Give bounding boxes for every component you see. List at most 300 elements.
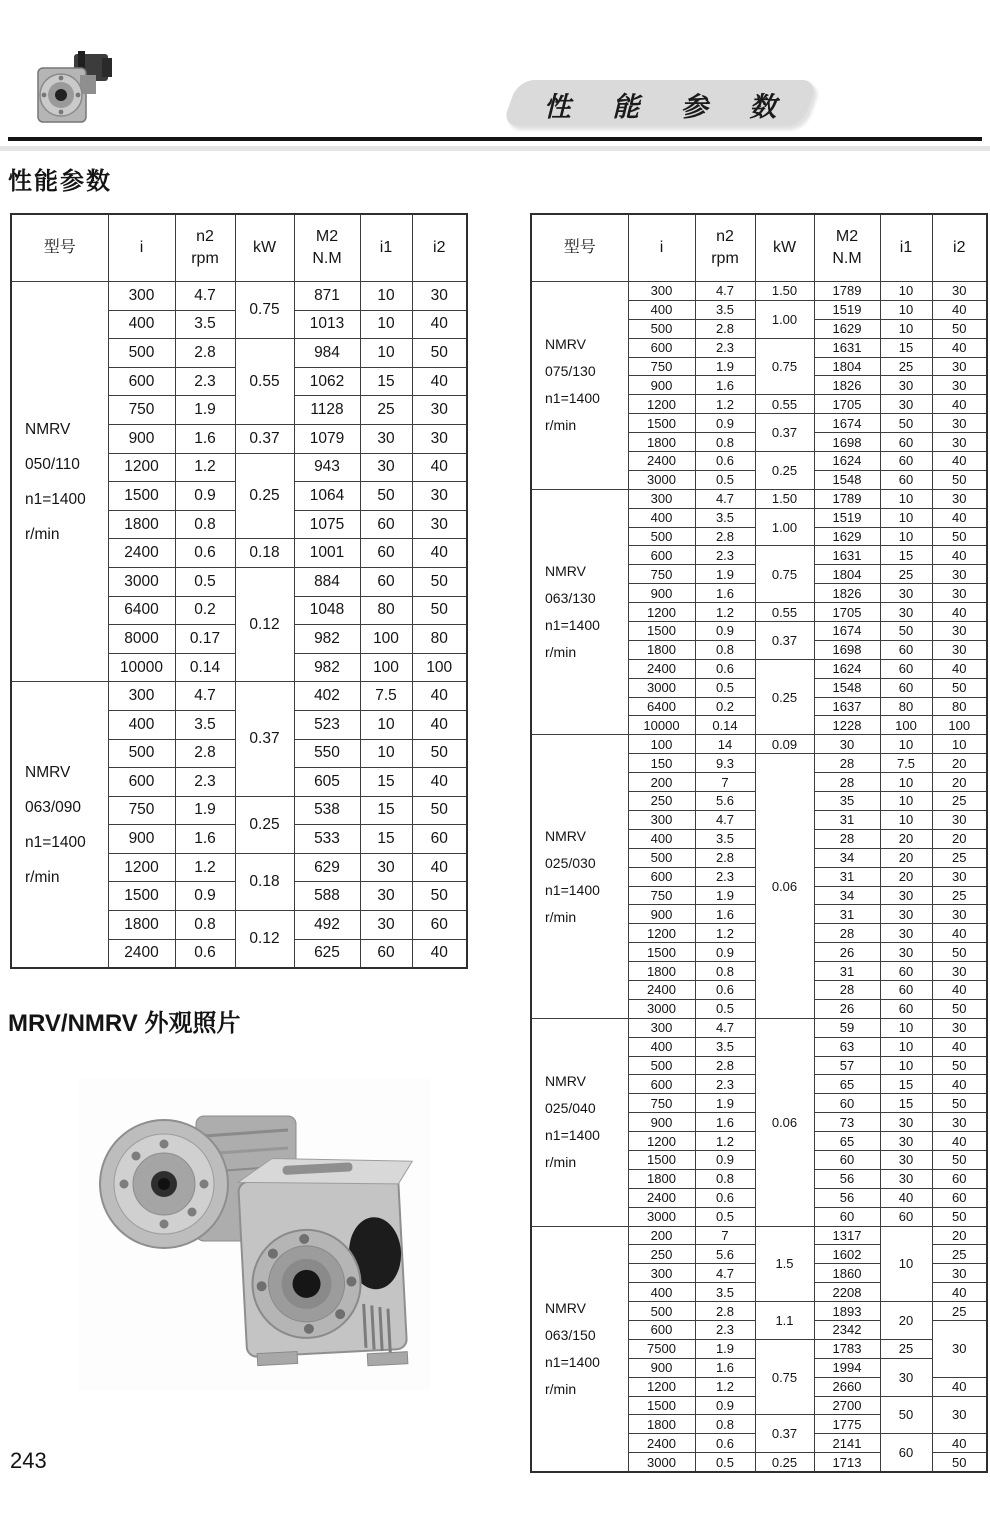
cell-i: 2400 (628, 1434, 695, 1453)
cell-i1: 30 (880, 1358, 932, 1396)
column-header-i: i (108, 214, 175, 282)
cell-i: 1200 (628, 603, 695, 622)
cell-i1: 15 (880, 1094, 932, 1113)
cell-m2: 982 (294, 625, 360, 654)
cell-m2: 1548 (814, 470, 880, 489)
cell-kw: 0.25 (755, 659, 814, 735)
cell-i: 600 (108, 768, 175, 797)
cell-i: 900 (628, 905, 695, 924)
cell-i1: 10 (880, 527, 932, 546)
cell-n2: 2.3 (695, 1075, 755, 1094)
cell-n2: 1.6 (695, 1113, 755, 1132)
cell-m2: 31 (814, 905, 880, 924)
cell-m2: 63 (814, 1037, 880, 1056)
cell-m2: 56 (814, 1169, 880, 1188)
cell-n2: 0.6 (695, 1188, 755, 1207)
cell-i: 400 (628, 1283, 695, 1302)
cell-m2: 1804 (814, 565, 880, 584)
cell-i2: 40 (412, 939, 467, 968)
cell-n2: 4.7 (175, 682, 235, 711)
cell-i2: 20 (932, 1226, 987, 1245)
cell-m2: 34 (814, 848, 880, 867)
cell-m2: 28 (814, 829, 880, 848)
cell-n2: 4.7 (175, 282, 235, 311)
cell-m2: 2660 (814, 1377, 880, 1396)
cell-i1: 50 (880, 1396, 932, 1434)
cell-kw: 1.5 (755, 1226, 814, 1302)
cell-m2: 28 (814, 754, 880, 773)
cell-i1: 100 (360, 625, 412, 654)
cell-i: 500 (628, 319, 695, 338)
cell-i: 2400 (108, 939, 175, 968)
column-header-m2: M2 N.M (814, 214, 880, 282)
cell-i1: 10 (880, 1056, 932, 1075)
cell-i2: 50 (412, 739, 467, 768)
cell-i: 8000 (108, 625, 175, 654)
cell-i2: 50 (932, 1207, 987, 1226)
gearbox-photo-large (78, 1078, 430, 1390)
cell-i2: 50 (932, 470, 987, 489)
column-header-model: 型号 (11, 214, 108, 282)
table-row (531, 1018, 987, 1037)
cell-i2: 20 (932, 754, 987, 773)
cell-n2: 0.8 (695, 433, 755, 452)
model-line: NMRV (545, 336, 586, 353)
cell-n2: 3.5 (695, 300, 755, 319)
cell-m2: 538 (294, 796, 360, 825)
cell-m2: 1001 (294, 539, 360, 568)
cell-i: 900 (108, 825, 175, 854)
cell-m2: 492 (294, 911, 360, 940)
cell-i: 1500 (628, 943, 695, 962)
cell-i: 750 (108, 396, 175, 425)
cell-i2: 50 (932, 1453, 987, 1472)
cell-i: 1800 (628, 1415, 695, 1434)
cell-i1: 10 (880, 735, 932, 754)
cell-m2: 60 (814, 1094, 880, 1113)
cell-i1: 30 (360, 911, 412, 940)
cell-i: 1200 (628, 924, 695, 943)
cell-m2: 402 (294, 682, 360, 711)
cell-i2: 50 (412, 567, 467, 596)
cell-i: 10000 (108, 653, 175, 682)
cell-i1: 80 (360, 596, 412, 625)
cell-n2: 4.7 (695, 810, 755, 829)
cell-m2: 28 (814, 980, 880, 999)
cell-n2: 5.6 (695, 792, 755, 811)
cell-i2: 60 (932, 1188, 987, 1207)
cell-i2: 25 (932, 886, 987, 905)
cell-i1: 25 (880, 1339, 932, 1358)
cell-i: 300 (628, 1018, 695, 1037)
cell-i: 750 (108, 796, 175, 825)
cell-i2: 100 (412, 653, 467, 682)
cell-kw: 0.55 (235, 339, 294, 425)
cell-i: 750 (628, 886, 695, 905)
cell-n2: 2.3 (175, 768, 235, 797)
cell-kw: 0.55 (755, 603, 814, 622)
cell-n2: 2.3 (695, 338, 755, 357)
cell-i2: 25 (932, 848, 987, 867)
model-line: n1=1400 (25, 490, 86, 508)
cell-i: 600 (628, 1075, 695, 1094)
cell-i: 1800 (628, 640, 695, 659)
cell-m2: 1674 (814, 414, 880, 433)
cell-kw: 0.75 (755, 1339, 814, 1415)
cell-n2: 14 (695, 735, 755, 754)
cell-i1: 15 (360, 796, 412, 825)
cell-m2: 26 (814, 999, 880, 1018)
cell-i: 2400 (628, 452, 695, 471)
cell-m2: 1826 (814, 376, 880, 395)
cell-m2: 28 (814, 924, 880, 943)
cell-kw: 0.18 (235, 853, 294, 910)
model-line: r/min (545, 417, 577, 434)
cell-i2: 40 (932, 1075, 987, 1094)
cell-i1: 15 (880, 338, 932, 357)
cell-m2: 28 (814, 773, 880, 792)
cell-m2: 1548 (814, 678, 880, 697)
cell-n2: 1.2 (175, 453, 235, 482)
model-line: 063/150 (545, 1326, 596, 1343)
cell-n2: 2.8 (695, 848, 755, 867)
cell-m2: 2141 (814, 1434, 880, 1453)
model-cell (531, 735, 628, 1018)
cell-i: 300 (628, 1264, 695, 1283)
cell-i1: 10 (880, 1037, 932, 1056)
cell-i: 2400 (108, 539, 175, 568)
cell-n2: 3.5 (695, 1037, 755, 1056)
cell-i1: 30 (880, 886, 932, 905)
cell-n2: 1.9 (175, 796, 235, 825)
cell-n2: 4.7 (695, 489, 755, 508)
cell-i: 300 (628, 810, 695, 829)
cell-i: 6400 (628, 697, 695, 716)
cell-m2: 35 (814, 792, 880, 811)
cell-i: 1500 (628, 1150, 695, 1169)
cell-i2: 40 (412, 367, 467, 396)
cell-i2: 30 (932, 489, 987, 508)
model-line: NMRV (545, 563, 586, 580)
cell-i: 500 (108, 339, 175, 368)
cell-i2: 30 (412, 396, 467, 425)
banner-title: 性 能 参 数 (543, 92, 794, 122)
cell-i: 600 (628, 867, 695, 886)
cell-n2: 0.9 (695, 622, 755, 641)
cell-n2: 3.5 (175, 310, 235, 339)
cell-i2: 30 (932, 1113, 987, 1132)
cell-i: 1800 (628, 962, 695, 981)
cell-n2: 2.8 (695, 1056, 755, 1075)
cell-m2: 1631 (814, 546, 880, 565)
cell-i: 900 (628, 584, 695, 603)
cell-i1: 25 (880, 357, 932, 376)
cell-n2: 2.8 (175, 339, 235, 368)
cell-i1: 10 (880, 300, 932, 319)
cell-n2: 1.9 (695, 886, 755, 905)
cell-m2: 57 (814, 1056, 880, 1075)
cell-n2: 0.6 (695, 1434, 755, 1453)
cell-kw: 0.25 (755, 1453, 814, 1472)
cell-i2: 50 (932, 943, 987, 962)
table-row (531, 489, 987, 508)
cell-i1: 60 (360, 539, 412, 568)
model-line: 025/030 (545, 854, 596, 871)
model-line: r/min (25, 868, 60, 886)
cell-i2: 40 (932, 452, 987, 471)
header-banner (510, 80, 810, 126)
cell-i: 3000 (628, 999, 695, 1018)
cell-i1: 20 (880, 829, 932, 848)
cell-kw: 0.25 (755, 452, 814, 490)
cell-i1: 30 (880, 603, 932, 622)
cell-m2: 30 (814, 735, 880, 754)
cell-i1: 10 (360, 282, 412, 311)
cell-i1: 30 (880, 1113, 932, 1132)
cell-i2: 30 (932, 962, 987, 981)
cell-n2: 0.8 (695, 1169, 755, 1188)
cell-i1: 30 (880, 395, 932, 414)
cell-n2: 3.5 (695, 508, 755, 527)
cell-m2: 1775 (814, 1415, 880, 1434)
cell-n2: 0.2 (175, 596, 235, 625)
cell-n2: 2.3 (695, 1320, 755, 1339)
cell-m2: 1674 (814, 622, 880, 641)
cell-i2: 100 (932, 716, 987, 735)
cell-n2: 1.2 (695, 603, 755, 622)
cell-i1: 10 (360, 739, 412, 768)
cell-i1: 10 (880, 792, 932, 811)
cell-kw: 0.25 (235, 453, 294, 539)
cell-i2: 40 (932, 1434, 987, 1453)
cell-kw: 1.50 (755, 282, 814, 301)
cell-n2: 1.9 (695, 565, 755, 584)
cell-m2: 1624 (814, 452, 880, 471)
column-header-n2: n2 rpm (695, 214, 755, 282)
cell-i2: 40 (412, 853, 467, 882)
cell-i1: 30 (880, 924, 932, 943)
cell-m2: 1624 (814, 659, 880, 678)
cell-i2: 30 (932, 905, 987, 924)
cell-i1: 60 (880, 1434, 932, 1472)
cell-n2: 0.8 (175, 911, 235, 940)
cell-n2: 1.2 (695, 395, 755, 414)
cell-m2: 1789 (814, 489, 880, 508)
cell-kw: 1.1 (755, 1302, 814, 1340)
cell-m2: 1893 (814, 1302, 880, 1321)
cell-i: 1800 (108, 911, 175, 940)
cell-i1: 10 (880, 489, 932, 508)
cell-n2: 3.5 (695, 829, 755, 848)
parameters-table-right (530, 213, 988, 1473)
cell-m2: 65 (814, 1075, 880, 1094)
cell-m2: 1698 (814, 640, 880, 659)
cell-n2: 0.14 (695, 716, 755, 735)
cell-m2: 1128 (294, 396, 360, 425)
cell-i1: 7.5 (880, 754, 932, 773)
cell-i1: 15 (360, 825, 412, 854)
cell-i2: 60 (412, 825, 467, 854)
cell-i: 6400 (108, 596, 175, 625)
cell-i2: 40 (932, 1037, 987, 1056)
cell-m2: 1826 (814, 584, 880, 603)
cell-i2: 30 (932, 1320, 987, 1377)
cell-i1: 10 (880, 773, 932, 792)
cell-n2: 1.2 (695, 924, 755, 943)
model-line: 050/110 (25, 455, 80, 473)
cell-m2: 60 (814, 1150, 880, 1169)
cell-m2: 60 (814, 1207, 880, 1226)
cell-m2: 1013 (294, 310, 360, 339)
model-line: NMRV (545, 1073, 586, 1090)
model-line: n1=1400 (545, 390, 600, 407)
cell-i2: 30 (932, 810, 987, 829)
cell-i: 1800 (628, 433, 695, 452)
cell-i: 900 (628, 1113, 695, 1132)
cell-i1: 10 (880, 810, 932, 829)
cell-m2: 1062 (294, 367, 360, 396)
cell-n2: 2.8 (695, 319, 755, 338)
cell-i2: 30 (932, 622, 987, 641)
model-line: r/min (545, 1380, 577, 1397)
cell-i1: 60 (360, 510, 412, 539)
cell-i: 250 (628, 1245, 695, 1264)
cell-i2: 80 (412, 625, 467, 654)
model-line: NMRV (545, 827, 586, 844)
cell-i1: 15 (360, 768, 412, 797)
cell-i: 1200 (108, 853, 175, 882)
cell-n2: 0.6 (175, 939, 235, 968)
cell-i1: 50 (880, 622, 932, 641)
model-cell (531, 1226, 628, 1472)
cell-n2: 2.3 (695, 867, 755, 886)
model-line: 063/090 (25, 798, 82, 816)
cell-i2: 20 (932, 773, 987, 792)
cell-m2: 984 (294, 339, 360, 368)
column-header-kw: kW (755, 214, 814, 282)
cell-i: 500 (628, 848, 695, 867)
cell-i2: 40 (412, 539, 467, 568)
cell-i: 300 (108, 682, 175, 711)
cell-n2: 2.3 (175, 367, 235, 396)
cell-i2: 40 (412, 310, 467, 339)
cell-i: 200 (628, 1226, 695, 1245)
cell-i2: 10 (932, 735, 987, 754)
cell-i2: 30 (932, 1396, 987, 1434)
cell-m2: 1629 (814, 319, 880, 338)
cell-n2: 4.7 (695, 1264, 755, 1283)
cell-kw: 0.37 (235, 682, 294, 796)
cell-n2: 1.2 (695, 1132, 755, 1151)
cell-i2: 40 (932, 338, 987, 357)
cell-i1: 25 (360, 396, 412, 425)
cell-i1: 20 (880, 1302, 932, 1340)
cell-n2: 0.8 (695, 1415, 755, 1434)
cell-n2: 0.6 (695, 659, 755, 678)
cell-n2: 1.6 (175, 825, 235, 854)
cell-m2: 2342 (814, 1320, 880, 1339)
cell-m2: 1631 (814, 338, 880, 357)
cell-i: 500 (108, 739, 175, 768)
cell-m2: 629 (294, 853, 360, 882)
cell-m2: 1705 (814, 603, 880, 622)
cell-i1: 100 (360, 653, 412, 682)
column-header-kw: kW (235, 214, 294, 282)
cell-n2: 2.3 (695, 546, 755, 565)
model-line: n1=1400 (545, 881, 600, 898)
cell-m2: 1705 (814, 395, 880, 414)
cell-m2: 31 (814, 810, 880, 829)
cell-i2: 40 (932, 1132, 987, 1151)
cell-i: 400 (108, 310, 175, 339)
cell-n2: 2.8 (695, 1302, 755, 1321)
cell-m2: 605 (294, 768, 360, 797)
cell-i: 750 (628, 357, 695, 376)
cell-i: 400 (108, 710, 175, 739)
cell-m2: 1629 (814, 527, 880, 546)
cell-n2: 2.8 (695, 527, 755, 546)
gearbox-with-motor-illustration (32, 50, 118, 128)
cell-i1: 60 (880, 678, 932, 697)
model-line: n1=1400 (25, 833, 86, 851)
cell-i1: 50 (360, 482, 412, 511)
cell-i2: 40 (412, 453, 467, 482)
cell-i: 400 (628, 300, 695, 319)
cell-i1: 30 (880, 376, 932, 395)
cell-i: 300 (628, 489, 695, 508)
cell-i: 750 (628, 565, 695, 584)
cell-i: 1500 (108, 882, 175, 911)
cell-i2: 25 (932, 792, 987, 811)
cell-i: 1500 (628, 414, 695, 433)
cell-n2: 0.5 (695, 1207, 755, 1226)
cell-i2: 25 (932, 1302, 987, 1321)
cell-i2: 50 (412, 339, 467, 368)
cell-i2: 50 (932, 1056, 987, 1075)
cell-i2: 50 (412, 882, 467, 911)
cell-n2: 4.7 (695, 1018, 755, 1037)
cell-i: 7500 (628, 1339, 695, 1358)
cell-i2: 60 (412, 911, 467, 940)
cell-i1: 30 (880, 1150, 932, 1169)
cell-n2: 1.9 (175, 396, 235, 425)
cell-n2: 3.5 (175, 710, 235, 739)
cell-m2: 1519 (814, 300, 880, 319)
cell-i: 250 (628, 792, 695, 811)
cell-n2: 0.8 (175, 510, 235, 539)
cell-i: 3000 (108, 567, 175, 596)
cell-i1: 30 (360, 424, 412, 453)
cell-i: 500 (628, 1056, 695, 1075)
cell-n2: 0.5 (175, 567, 235, 596)
cell-i1: 60 (880, 659, 932, 678)
cell-i: 100 (628, 735, 695, 754)
cell-i: 400 (628, 1037, 695, 1056)
cell-i2: 50 (932, 527, 987, 546)
cell-m2: 533 (294, 825, 360, 854)
cell-i2: 80 (932, 697, 987, 716)
cell-m2: 56 (814, 1188, 880, 1207)
cell-kw: 0.12 (235, 911, 294, 969)
cell-kw: 0.12 (235, 567, 294, 681)
cell-i: 900 (628, 376, 695, 395)
cell-i1: 10 (880, 1226, 932, 1302)
cell-i2: 40 (932, 546, 987, 565)
cell-n2: 1.9 (695, 1339, 755, 1358)
model-cell (531, 282, 628, 490)
table-row (531, 735, 987, 754)
cell-i2: 50 (412, 796, 467, 825)
